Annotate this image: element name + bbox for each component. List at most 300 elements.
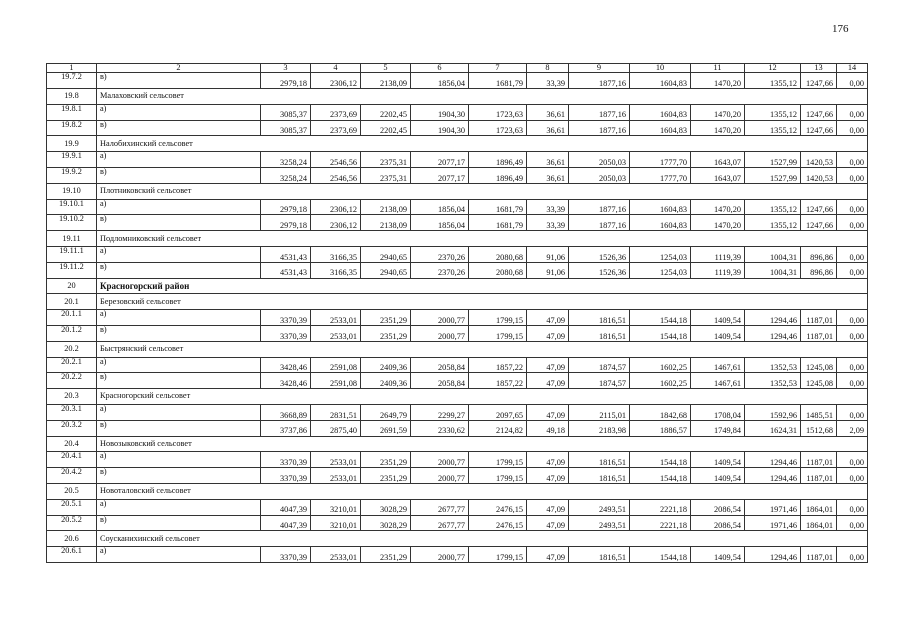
value-cell: 2493,51 [569,515,630,531]
value-cell: 2000,77 [411,547,469,563]
row-code: 20.5.2 [47,515,97,531]
row-code: 19.8.1 [47,104,97,120]
table-row [47,515,868,531]
row-code: 19.11.2 [47,262,97,278]
row-label: а) [97,310,261,326]
value-cell: 2000,77 [411,310,469,326]
value-cell: 1864,01 [801,515,837,531]
row-code: 20.5 [47,484,97,500]
value-cell: 1470,20 [691,120,745,136]
value-cell: 36,61 [527,168,569,184]
column-header: 4 [311,64,361,73]
value-cell: 1467,61 [691,357,745,373]
row-label: а) [97,104,261,120]
value-cell: 1527,99 [745,152,801,168]
value-cell: 1816,51 [569,452,630,468]
column-header: 10 [630,64,691,73]
value-cell: 1247,66 [801,215,837,231]
value-cell: 1420,53 [801,152,837,168]
row-code: 20.4.2 [47,468,97,484]
column-header: 3 [261,64,311,73]
column-header: 2 [97,64,261,73]
value-cell: 1544,18 [630,547,691,563]
value-cell: 2476,15 [469,499,527,515]
value-cell: 1004,31 [745,262,801,278]
value-cell: 1352,53 [745,373,801,389]
section-row [47,136,868,152]
value-cell: 2115,01 [569,405,630,421]
value-cell: 2373,69 [311,104,361,120]
value-cell: 1526,36 [569,262,630,278]
value-cell: 1119,39 [691,247,745,263]
value-cell: 0,00 [837,168,868,184]
table-row [47,262,868,278]
value-cell: 1681,79 [469,215,527,231]
value-cell: 0,00 [837,468,868,484]
value-cell: 1971,46 [745,499,801,515]
value-cell: 1512,68 [801,420,837,436]
row-label: а) [97,499,261,515]
value-cell: 1816,51 [569,310,630,326]
value-cell: 2875,40 [311,420,361,436]
value-cell: 0,00 [837,515,868,531]
value-cell: 36,61 [527,104,569,120]
value-cell: 1624,31 [745,420,801,436]
row-label: в) [97,168,261,184]
value-cell: 3166,35 [311,247,361,263]
value-cell: 2124,82 [469,420,527,436]
value-cell: 1816,51 [569,326,630,342]
value-cell: 2000,77 [411,326,469,342]
row-label: в) [97,420,261,436]
value-cell: 3166,35 [311,262,361,278]
value-cell: 36,61 [527,120,569,136]
value-cell: 47,09 [527,499,569,515]
value-cell: 2409,36 [361,357,411,373]
value-cell: 3210,01 [311,515,361,531]
value-cell: 1681,79 [469,199,527,215]
section-row [47,89,868,105]
row-label: а) [97,547,261,563]
value-cell: 1896,49 [469,152,527,168]
value-cell: 0,00 [837,326,868,342]
column-header: 5 [361,64,411,73]
value-cell: 1604,83 [630,73,691,89]
value-cell: 0,00 [837,262,868,278]
row-code: 20.6.1 [47,547,97,563]
value-cell: 2533,01 [311,547,361,563]
value-cell: 1602,25 [630,373,691,389]
row-code: 20.3 [47,389,97,405]
value-cell: 2351,29 [361,547,411,563]
value-cell: 1799,15 [469,547,527,563]
value-cell: 2940,65 [361,262,411,278]
value-cell: 2138,09 [361,73,411,89]
column-header: 9 [569,64,630,73]
value-cell: 0,00 [837,499,868,515]
table-body [47,64,868,563]
row-code: 19.11 [47,231,97,247]
row-label: а) [97,247,261,263]
value-cell: 1470,20 [691,215,745,231]
value-cell: 1355,12 [745,215,801,231]
value-cell: 2330,62 [411,420,469,436]
value-cell: 2077,17 [411,152,469,168]
value-cell: 3370,39 [261,547,311,563]
value-cell: 1254,03 [630,247,691,263]
value-cell: 1294,46 [745,310,801,326]
value-cell: 1681,79 [469,73,527,89]
table-row [47,247,868,263]
section-row [47,436,868,452]
value-cell: 33,39 [527,73,569,89]
value-cell: 2202,45 [361,104,411,120]
value-cell: 0,00 [837,452,868,468]
value-cell: 1864,01 [801,499,837,515]
value-cell: 1816,51 [569,547,630,563]
value-cell: 1355,12 [745,120,801,136]
value-cell: 0,00 [837,405,868,421]
value-cell: 2370,26 [411,262,469,278]
value-cell: 1604,83 [630,199,691,215]
value-cell: 1723,63 [469,120,527,136]
value-cell: 2221,18 [630,515,691,531]
value-cell: 3428,46 [261,357,311,373]
value-cell: 1409,54 [691,547,745,563]
value-cell: 2306,12 [311,73,361,89]
value-cell: 1247,66 [801,120,837,136]
value-cell: 1355,12 [745,199,801,215]
table-row [47,468,868,484]
value-cell: 1485,51 [801,405,837,421]
value-cell: 2546,56 [311,152,361,168]
value-cell: 1749,84 [691,420,745,436]
value-cell: 1294,46 [745,452,801,468]
row-label: а) [97,405,261,421]
value-cell: 4047,39 [261,515,311,531]
table-row [47,420,868,436]
value-cell: 2221,18 [630,499,691,515]
row-label: а) [97,199,261,215]
value-cell: 1643,07 [691,168,745,184]
value-cell: 36,61 [527,152,569,168]
row-label: в) [97,373,261,389]
value-cell: 2351,29 [361,468,411,484]
column-header: 7 [469,64,527,73]
value-cell: 2533,01 [311,310,361,326]
section-name: Новоталовский сельсовет [97,484,868,500]
section-row [47,389,868,405]
value-cell: 4531,43 [261,247,311,263]
value-cell: 1874,57 [569,357,630,373]
row-code: 19.8 [47,89,97,105]
column-header: 1 [47,64,97,73]
value-cell: 1856,04 [411,199,469,215]
section-name: Березовский сельсовет [97,294,868,310]
table-row [47,405,868,421]
value-cell: 1904,30 [411,104,469,120]
value-cell: 1467,61 [691,373,745,389]
row-code: 20.3.2 [47,420,97,436]
value-cell: 2306,12 [311,199,361,215]
value-cell: 1877,16 [569,199,630,215]
value-cell: 1592,96 [745,405,801,421]
value-cell: 3028,29 [361,499,411,515]
value-cell: 3428,46 [261,373,311,389]
value-cell: 2649,79 [361,405,411,421]
table-row [47,357,868,373]
table-row [47,452,868,468]
value-cell: 3258,24 [261,152,311,168]
row-label: в) [97,120,261,136]
row-code: 19.11.1 [47,247,97,263]
value-cell: 1355,12 [745,104,801,120]
value-cell: 1877,16 [569,215,630,231]
value-cell: 2979,18 [261,215,311,231]
value-cell: 4531,43 [261,262,311,278]
value-cell: 1544,18 [630,468,691,484]
section-name: Плотниковский сельсовет [97,183,868,199]
row-code: 20.4 [47,436,97,452]
value-cell: 1857,22 [469,373,527,389]
value-cell: 3370,39 [261,326,311,342]
value-cell: 1842,68 [630,405,691,421]
value-cell: 2000,77 [411,452,469,468]
row-code: 20.5.1 [47,499,97,515]
value-cell: 2476,15 [469,515,527,531]
row-label: в) [97,262,261,278]
value-cell: 2000,77 [411,468,469,484]
value-cell: 1355,12 [745,73,801,89]
value-cell: 2086,54 [691,499,745,515]
value-cell: 1245,08 [801,373,837,389]
value-cell: 3737,86 [261,420,311,436]
section-name: Налобихинский сельсовет [97,136,868,152]
value-cell: 3668,89 [261,405,311,421]
value-cell: 0,00 [837,247,868,263]
section-row [47,484,868,500]
value-cell: 3085,37 [261,104,311,120]
value-cell: 2050,03 [569,168,630,184]
value-cell: 2306,12 [311,215,361,231]
value-cell: 49,18 [527,420,569,436]
value-cell: 2533,01 [311,468,361,484]
row-code: 20.2.1 [47,357,97,373]
value-cell: 4047,39 [261,499,311,515]
value-cell: 1352,53 [745,357,801,373]
value-cell: 1604,83 [630,215,691,231]
value-cell: 1247,66 [801,73,837,89]
value-cell: 2370,26 [411,247,469,263]
value-cell: 1777,70 [630,168,691,184]
table-row [47,310,868,326]
value-cell: 1643,07 [691,152,745,168]
value-cell: 1799,15 [469,468,527,484]
section-name: Красногорский сельсовет [97,389,868,405]
value-cell: 2138,09 [361,215,411,231]
value-cell: 1004,31 [745,247,801,263]
value-cell: 1544,18 [630,310,691,326]
value-cell: 2691,59 [361,420,411,436]
value-cell: 1245,08 [801,357,837,373]
value-cell: 1857,22 [469,357,527,373]
value-cell: 47,09 [527,547,569,563]
value-cell: 2591,08 [311,357,361,373]
table-row [47,168,868,184]
value-cell: 1971,46 [745,515,801,531]
value-cell: 1544,18 [630,452,691,468]
row-label: а) [97,452,261,468]
table-row [47,547,868,563]
value-cell: 1856,04 [411,215,469,231]
row-code: 20.2 [47,341,97,357]
row-code: 19.9.1 [47,152,97,168]
row-label: в) [97,468,261,484]
value-cell: 47,09 [527,468,569,484]
row-code: 19.7.2 [47,73,97,89]
value-cell: 2677,77 [411,515,469,531]
value-cell: 2077,17 [411,168,469,184]
value-cell: 1604,83 [630,120,691,136]
value-cell: 1904,30 [411,120,469,136]
table-row [47,120,868,136]
value-cell: 1409,54 [691,326,745,342]
value-cell: 0,00 [837,373,868,389]
section-name: Подломниковский сельсовет [97,231,868,247]
row-label: в) [97,215,261,231]
page-number: 176 [832,23,849,35]
row-code: 20.2.2 [47,373,97,389]
row-code: 19.9 [47,136,97,152]
value-cell: 2979,18 [261,73,311,89]
row-code: 19.10 [47,183,97,199]
column-header: 12 [745,64,801,73]
value-cell: 2138,09 [361,199,411,215]
row-code: 20.1.2 [47,326,97,342]
table-row [47,73,868,89]
value-cell: 3028,29 [361,515,411,531]
row-code: 20.1.1 [47,310,97,326]
value-cell: 1420,53 [801,168,837,184]
value-cell: 1247,66 [801,199,837,215]
section-row [47,294,868,310]
section-row [47,531,868,547]
value-cell: 2097,65 [469,405,527,421]
value-cell: 1119,39 [691,262,745,278]
section-row [47,341,868,357]
row-code: 20.1 [47,294,97,310]
value-cell: 2299,27 [411,405,469,421]
value-cell: 3085,37 [261,120,311,136]
value-cell: 1856,04 [411,73,469,89]
column-header: 6 [411,64,469,73]
value-cell: 47,09 [527,373,569,389]
value-cell: 3370,39 [261,452,311,468]
row-label: в) [97,73,261,89]
column-header: 8 [527,64,569,73]
value-cell: 47,09 [527,357,569,373]
table-row [47,199,868,215]
value-cell: 2375,31 [361,152,411,168]
value-cell: 1247,66 [801,104,837,120]
value-cell: 47,09 [527,515,569,531]
table-row [47,104,868,120]
value-cell: 0,00 [837,120,868,136]
value-cell: 2409,36 [361,373,411,389]
row-label: а) [97,152,261,168]
value-cell: 0,00 [837,199,868,215]
value-cell: 1470,20 [691,199,745,215]
value-cell: 896,86 [801,247,837,263]
value-cell: 1877,16 [569,73,630,89]
value-cell: 2351,29 [361,310,411,326]
value-cell: 2979,18 [261,199,311,215]
value-cell: 1527,99 [745,168,801,184]
value-cell: 1294,46 [745,468,801,484]
value-cell: 47,09 [527,310,569,326]
value-cell: 3210,01 [311,499,361,515]
row-code: 19.10.2 [47,215,97,231]
value-cell: 1470,20 [691,73,745,89]
value-cell: 896,86 [801,262,837,278]
value-cell: 2080,68 [469,247,527,263]
value-cell: 47,09 [527,452,569,468]
value-cell: 2533,01 [311,452,361,468]
value-cell: 1254,03 [630,262,691,278]
value-cell: 2,09 [837,420,868,436]
row-label: в) [97,515,261,531]
row-label: в) [97,326,261,342]
row-code: 19.9.2 [47,168,97,184]
value-cell: 33,39 [527,199,569,215]
value-cell: 91,06 [527,262,569,278]
value-cell: 2202,45 [361,120,411,136]
header-row [47,64,868,73]
value-cell: 0,00 [837,547,868,563]
value-cell: 1409,54 [691,468,745,484]
value-cell: 1723,63 [469,104,527,120]
value-cell: 1409,54 [691,310,745,326]
value-cell: 2086,54 [691,515,745,531]
table-row [47,499,868,515]
column-header: 13 [801,64,837,73]
value-cell: 2058,84 [411,373,469,389]
value-cell: 1470,20 [691,104,745,120]
value-cell: 3370,39 [261,468,311,484]
table-row [47,215,868,231]
row-label: а) [97,357,261,373]
value-cell: 47,09 [527,405,569,421]
value-cell: 2058,84 [411,357,469,373]
value-cell: 2351,29 [361,326,411,342]
value-cell: 1187,01 [801,452,837,468]
row-code: 20.6 [47,531,97,547]
value-cell: 2375,31 [361,168,411,184]
value-cell: 1874,57 [569,373,630,389]
value-cell: 33,39 [527,215,569,231]
value-cell: 0,00 [837,104,868,120]
table-row [47,373,868,389]
value-cell: 2533,01 [311,326,361,342]
value-cell: 1526,36 [569,247,630,263]
value-cell: 1816,51 [569,468,630,484]
value-cell: 2493,51 [569,499,630,515]
value-cell: 1799,15 [469,452,527,468]
value-cell: 2940,65 [361,247,411,263]
district-row [47,278,868,294]
value-cell: 3258,24 [261,168,311,184]
value-cell: 1294,46 [745,326,801,342]
